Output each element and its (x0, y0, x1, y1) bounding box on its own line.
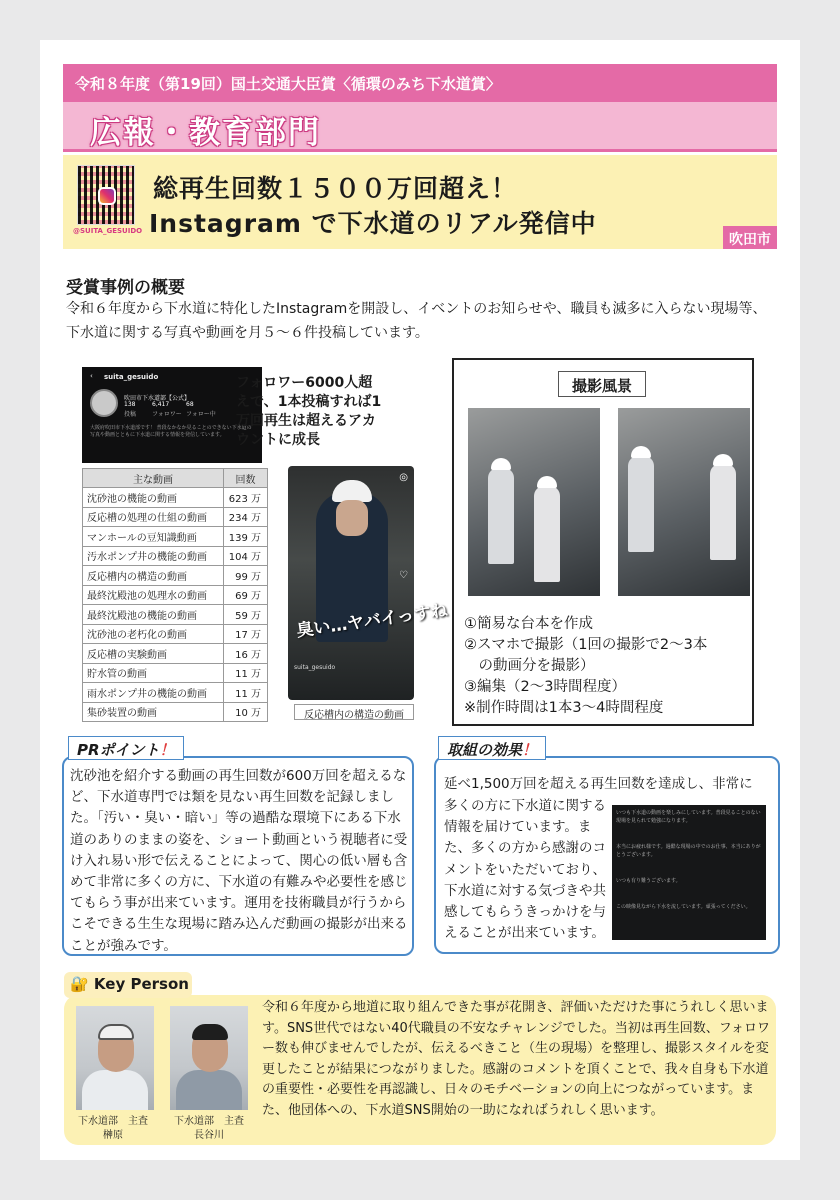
helmet-shape (332, 480, 372, 502)
video-count: 99 万 (224, 566, 268, 586)
body-shape (82, 1070, 148, 1110)
video-count: 10 万 (224, 702, 268, 722)
comments-screenshot (612, 805, 766, 940)
shooting-steps (464, 614, 707, 719)
ig-following-label: フォロー中 (186, 411, 216, 418)
video-title: 反応槽内の構造の動画 (83, 566, 224, 586)
back-arrow-icon: ‹ (90, 372, 93, 380)
award-banner: 令和８年度（第19回）国土交通大臣賞〈循環のみち下水道賞〉 (63, 64, 777, 102)
person-name: 榊原 (103, 1130, 123, 1141)
table-row (83, 644, 268, 664)
video-count: 11 万 (224, 683, 268, 703)
shooting-box (452, 358, 754, 726)
table-header-row (83, 469, 268, 488)
body-shape (176, 1070, 242, 1110)
video-count: 17 万 (224, 624, 268, 644)
video-count: 11 万 (224, 663, 268, 683)
video-title: 沈砂池の機能の動画 (83, 488, 224, 508)
key-person-photo-1 (76, 1006, 154, 1110)
comment-item: 本当にお疲れ様です。過酷な現場の中でのお仕事、本当にありがとうございます。 (616, 844, 761, 858)
ig-following: 68 (186, 401, 194, 408)
table-row (83, 624, 268, 644)
reel-screenshot (288, 466, 449, 700)
ig-posts-label: 投稿 (124, 411, 137, 418)
lock-key-icon: 🔐 (70, 975, 89, 993)
city-tag: 吹田市 (723, 226, 777, 249)
table-row (83, 663, 268, 683)
reel-label: 反応槽内の構造の動画 (294, 704, 414, 720)
video-title: 貯水管の動画 (83, 663, 224, 683)
helmet-shape (491, 458, 511, 470)
column-header-video: 主な動画 (83, 469, 224, 488)
table-row (83, 683, 268, 703)
table-row (83, 507, 268, 527)
person-role: 下水道部 主査 (78, 1116, 148, 1127)
pr-point-tag (68, 736, 184, 760)
department-title: 広報・教育部門 (90, 115, 321, 151)
helmet-shape (713, 454, 733, 466)
worker-figure (710, 464, 736, 560)
avatar (90, 389, 118, 417)
step-line: ①簡易な台本を作成 (464, 616, 593, 632)
video-title: 反応槽の実験動画 (83, 644, 224, 664)
shooting-photo-1 (468, 408, 600, 596)
video-count: 69 万 (224, 585, 268, 605)
video-title: 雨水ポンプ井の機能の動画 (83, 683, 224, 703)
pr-point-label: PRポイント (77, 741, 160, 759)
effect-tag (438, 736, 546, 760)
alert-mark: ！ (159, 741, 175, 759)
department-banner (63, 102, 777, 152)
video-count: 623 万 (224, 488, 268, 508)
ig-posts: 138 (124, 401, 136, 408)
heart-icon: ♡ (399, 570, 408, 581)
video-title: 最終沈殿池の機能の動画 (83, 605, 224, 625)
worker-figure (628, 456, 654, 552)
document-page (40, 40, 800, 1160)
camera-icon: ◎ (399, 472, 408, 483)
person-role: 下水道部 主査 (174, 1116, 244, 1127)
table-row (83, 605, 268, 625)
comment-item: いつも有り難うございます。 (616, 878, 681, 884)
video-count: 234 万 (224, 507, 268, 527)
video-title: 沈砂池の老朽化の動画 (83, 624, 224, 644)
videos-table (82, 468, 268, 722)
comment-item: この映像見ながら下水を流しています。頑張ってください。 (616, 904, 751, 910)
helmet-shape (631, 446, 651, 458)
ig-followers-label: フォロワー (152, 411, 182, 418)
video-count: 16 万 (224, 644, 268, 664)
pr-point-body: 沈砂池を紹介する動画の再生回数が600万回を超えるなど、下水道専門では類を見ない再生回数を記録しました。「汚い・臭い・暗い」等の過酷な環境下にある下水道のありのままの姿を、ショート動画という視聴者に受け入れ易い形で伝えることによって、関心の低い層も含めて非常に多くの方に、下水道の有難みや必要性を感じてもらう事が出来ています。運用を技術職員が行うからこそできる生生な現場に踏み込んだ動画の撮影が出来ることが強みです。 (70, 768, 408, 954)
video-count: 59 万 (224, 605, 268, 625)
person-name: 長谷川 (194, 1130, 224, 1141)
key-person-tag (64, 972, 192, 998)
video-title: 最終沈殿池の処理水の動画 (83, 585, 224, 605)
ig-account-name: suita_gesuido (104, 373, 159, 381)
reel-user: suita_gesuido (294, 664, 336, 671)
comment-item: いつも下水道の動画を楽しみにしています。普段見ることのない現場を見られて勉強になります。 (616, 810, 761, 824)
column-header-count: 回数 (224, 469, 268, 488)
overview-title: 受賞事例の概要 (66, 278, 185, 298)
video-title: 集砂装置の動画 (83, 702, 224, 722)
table-row (83, 546, 268, 566)
video-count: 104 万 (224, 546, 268, 566)
face-shape (336, 500, 368, 536)
video-title: 汚水ポンプ井の機能の動画 (83, 546, 224, 566)
table-row (83, 488, 268, 508)
follower-note: フォロワー6000人超えで、1本投稿すれば1万回再生は超えるアカウントに成長 (236, 375, 382, 448)
alert-mark: ！ (522, 741, 538, 759)
key-person-label: Key Person (93, 975, 189, 993)
overview-body: 令和６年度から下水道に特化したInstagramを開設し、イベントのお知らせや、職員も滅多に入らない現場等、下水道に関する写真や動画を月５～６件投稿しています。 (66, 301, 767, 341)
reel-caption: 臭い…ヤバイっすね (295, 600, 449, 642)
video-title: 反応槽の処理の仕組の動画 (83, 507, 224, 527)
person-1-caption (78, 1115, 148, 1143)
person-2-caption (174, 1115, 244, 1143)
worker-figure (534, 486, 560, 582)
ig-followers: 6,417 (152, 401, 170, 408)
helmet-shape (537, 476, 557, 488)
effect-body-line1: 延べ1,500万回を超える再生回数を達成し、非常に (444, 776, 753, 792)
effect-label: 取組の効果 (447, 741, 523, 759)
step-line: の動画分を撮影） (464, 658, 595, 674)
headline-line1: 総再生回数１５００万回超え！ (153, 174, 518, 203)
instagram-icon (98, 187, 116, 205)
ig-display-name: 吹田市下水道部【公式】 (124, 395, 191, 402)
helmet-shape (98, 1024, 134, 1040)
step-line: ※制作時間は1本3～4時間程度 (464, 700, 664, 716)
qr-code-icon[interactable] (77, 165, 135, 225)
video-count: 139 万 (224, 527, 268, 547)
step-line: ②スマホで撮影（1回の撮影で2～3本 (464, 637, 708, 653)
instagram-profile-screenshot (82, 367, 262, 463)
headline-box (63, 155, 777, 249)
step-line: ③編集（2～3時間程度） (464, 679, 626, 695)
table-row (83, 702, 268, 722)
table-row (83, 527, 268, 547)
hair-shape (192, 1024, 228, 1040)
headline-line2: Instagram で下水道のリアル発信中 (149, 209, 597, 238)
qr-label: @SUITA_GESUIDO (73, 227, 143, 235)
key-person-body: 令和６年度から地道に取り組んできた事が花開き、評価いただけた事にうれしく思います。SNS世代ではない40代職員の不安なチャレンジでした。当初は再生回数、フォロワー数も伸びませんでしたが、伝えるべきこと（生の現場）を整理し、撮影スタイルを変更したことが結果につながりました。感謝のコメントを頂くことで、我々自身も下水道の重要性・必要性を再認識し、日々のモチベーションの向上につながっています。また、他団体への、下水道SNS開始の一助になればうれしく思います。 (262, 1000, 771, 1118)
shooting-title: 撮影風景 (558, 371, 646, 397)
effect-body: 多くの方に下水道に関する情報を届けています。また、多くの方から感謝のコメントをいただいており、下水道に対する気づきや共感してもらうきっかけを与えることが出来ています。 (444, 798, 606, 942)
worker-figure (488, 468, 514, 564)
table-row (83, 585, 268, 605)
video-title: マンホールの豆知識動画 (83, 527, 224, 547)
ig-bio: 大阪府吹田市下水道部です！ 普段なかなか見ることのできない下水道の写真や動画とともに下水道に関する情報を発信しています。 (90, 425, 252, 438)
table-row (83, 566, 268, 586)
key-person-photo-2 (170, 1006, 248, 1110)
shooting-photo-2 (618, 408, 750, 596)
